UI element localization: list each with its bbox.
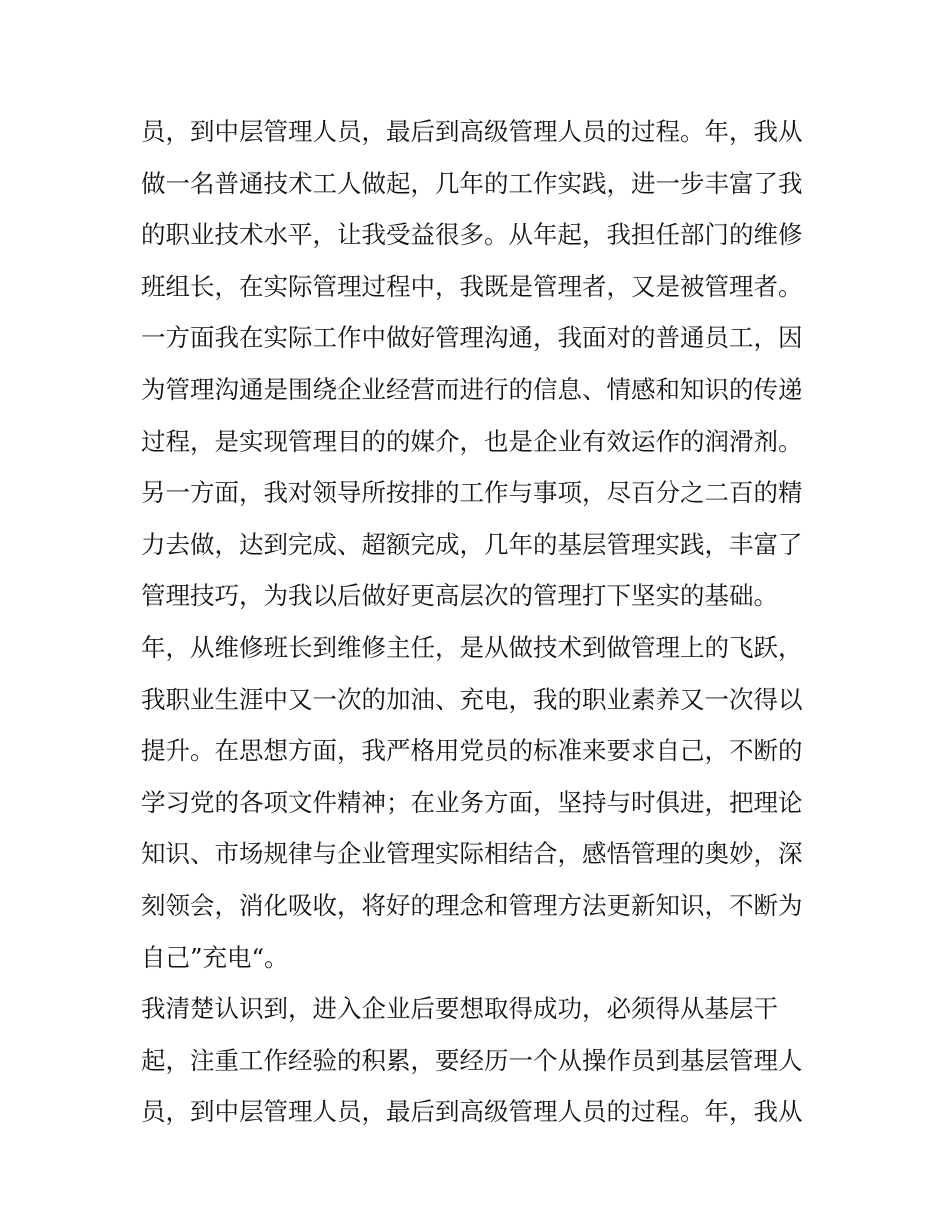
text-line: 起，注重工作经验的积累，要经历一个从操作员到基层管理人 [141, 1045, 803, 1075]
text-line: 一方面我在实际工作中做好管理沟通，我面对的普通员工，因 [141, 323, 803, 353]
text-line: 过程，是实现管理目的的媒介，也是企业有效运作的润滑剂。 [141, 426, 803, 456]
body-text [141, 106, 821, 1138]
text-line: 管理技巧，为我以后做好更高层次的管理打下坚实的基础。 [141, 581, 778, 611]
text-line: 为管理沟通是围绕企业经营而进行的信息、情感和知识的传递 [141, 374, 803, 404]
text-line: 学习党的各项文件精神；在业务方面，坚持与时俱进，把理论 [141, 787, 803, 817]
text-line: 我职业生涯中又一次的加油、充电，我的职业素养又一次得以 [141, 684, 803, 714]
text-line: 的职业技术水平，让我受益很多。从年起，我担任部门的维修 [141, 220, 803, 250]
text-line: 年，从维修班长到维修主任，是从做技术到做管理上的飞跃， [141, 632, 803, 662]
text-line: 另一方面，我对领导所按排的工作与事项，尽百分之二百的精 [141, 478, 803, 508]
text-line: 知识、市场规律与企业管理实际相结合，感悟管理的奥妙，深 [141, 839, 803, 869]
text-line: 力去做，达到完成、超额完成，几年的基层管理实践，丰富了 [141, 529, 803, 559]
text-line: 员，到中层管理人员，最后到高级管理人员的过程。年，我从 [141, 117, 803, 146]
text-line: 自己”充电“。 [141, 942, 289, 972]
text-line: 提升。在思想方面，我严格用党员的标准来要求自己，不断的 [141, 736, 803, 766]
text-line: 刻领会，消化吸收，将好的理念和管理方法更新知识，不断为 [141, 890, 803, 920]
text-line: 班组长，在实际管理过程中，我既是管理者，又是被管理者。 [141, 271, 803, 301]
text-line: 我清楚认识到，进入企业后要想取得成功，必须得从基层干 [141, 994, 778, 1024]
text-line: 做一名普通技术工人做起，几年的工作实践，进一步丰富了我 [141, 168, 803, 198]
text-line: 员，到中层管理人员，最后到高级管理人员的过程。年，我从 [141, 1097, 803, 1127]
